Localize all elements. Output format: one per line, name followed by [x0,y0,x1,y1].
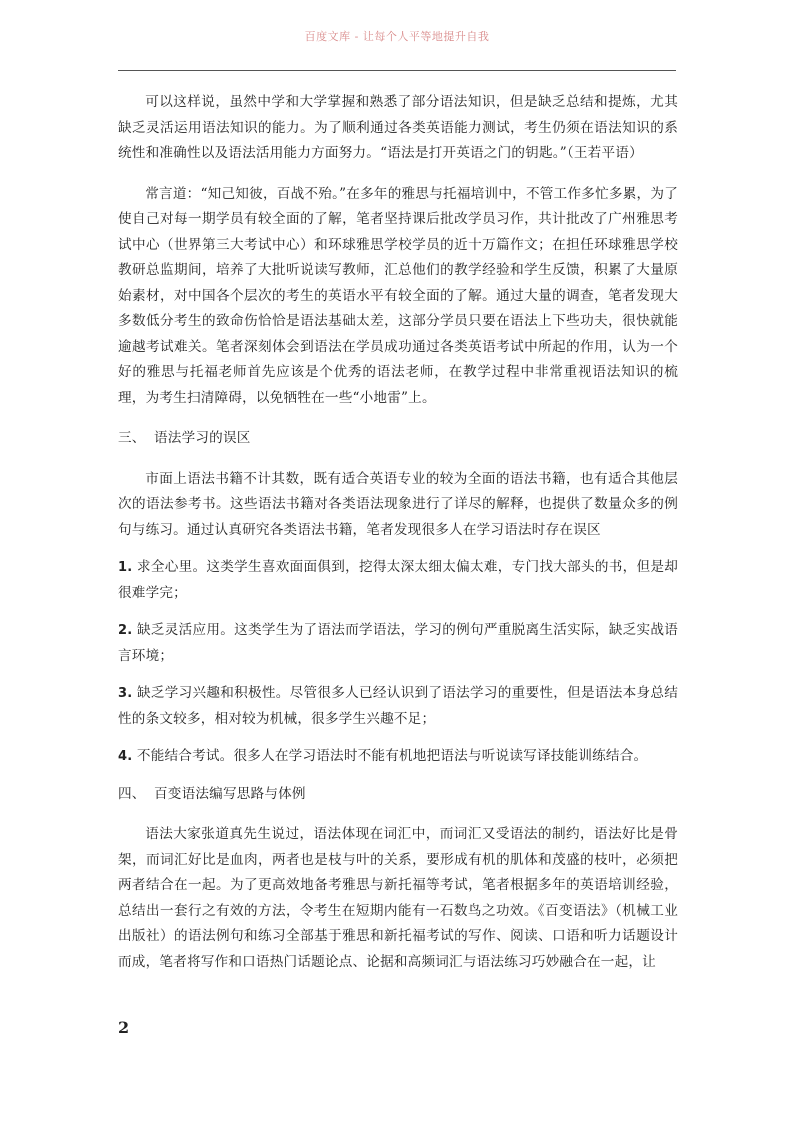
list-item-1 [118,555,678,606]
list-item-text: 求全心里。这类学生喜欢面面俱到，挖得太深太细太偏太难，专门找大部头的书，但是却很难学完； [118,559,678,601]
list-item-number: 4. [118,749,133,764]
list-item-text: 缺乏学习兴趣和积极性。尽管很多人已经认识到了语法学习的重要性，但是语法本身总结性的条文较多，相对较为机械，很多学生兴趣不足； [118,685,678,727]
paragraph-grammar-importance: 可以这样说，虽然中学和大学掌握和熟悉了部分语法知识，但是缺乏总结和提炼，尤其缺乏灵活运用语法知识的能力。为了顺利通过各类英语能力测试，考生仍须在语法知识的系统性和准确性以及语法活用能力方面努力。“语法是打开英语之门的钥匙。”（王若平语） [118,94,678,161]
list-item-4 [118,744,678,770]
list-item-3 [118,681,678,732]
list-item-number: 2. [118,623,133,638]
list-item-text: 缺乏灵活应用。这类学生为了语法而学语法，学习的例句严重脱离生活实际，缺乏实战语言环境； [118,622,678,664]
section-number: 四、 [118,785,146,802]
list-item-number: 3. [118,686,133,701]
document-body [118,90,678,975]
paragraph-author-experience: 常言道：“知己知彼，百战不殆。”在多年的雅思与托福培训中，不管工作多忙多累，为了使自己对每一期学员有较全面的了解，笔者坚持课后批改学员习作，共计批改了广州雅思考试中心（世界第三大考试中心）和环球雅思学校学员的近十万篇作文；在担任环球雅思学校教研总监期间，培养了大批听说读写教师，汇总他们的教学经验和学生反馈，积累了大量原始素材，对中国各个层次的考生的英语水平有较全面的了解。通过大量的调查，笔者发现大多数低分考生的致命伤恰恰是语法基础太差，这部分学员只要在语法上下些功夫，很快就能逾越考试难关。笔者深刻体会到语法在学员成功通过各类英语考试中所起的作用，认为一个好的雅思与托福老师首先应该是个优秀的语法老师，在教学过程中非常重视语法知识的梳理，为考生扫清障碍，以免牺牲在一些“小地雷”上。 [118,185,678,406]
page-number: 2 [118,1018,130,1037]
section-title: 语法学习的误区 [154,430,251,446]
paragraph-writing-approach: 语法大家张道真先生说过，语法体现在词汇中，而词汇又受语法的制约，语法好比是骨架，而词汇好比是血肉，两者也是枝与叶的关系，要形成有机的肌体和茂盛的枝叶，必须把两者结合在一起。为了更高效地备考雅思与新托福等考试，笔者根据多年的英语培训经验，总结出一套行之有效的方法，令考生在短期内能有一石数鸟之功效。《百变语法》（机械工业出版社）的语法例句和练习全部基于雅思和新托福考试的写作、阅读、口语和听力话题设计而成，笔者将写作和口语热门话题论点、论据和高频词汇与语法练习巧妙融合在一起，让 [118,826,678,970]
page-header: 百度文库 - 让每个人平等地提升自我 [304,30,490,43]
paragraph-grammar-books: 市面上语法书籍不计其数，既有适合英语专业的较为全面的语法书籍，也有适合其他层次的语法参考书。这些语法书籍对各类语法现象进行了详尽的解释，也提供了数量众多的例句与练习。通过认真研究各类语法书籍，笔者发现很多人在学习语法时存在误区 [118,470,678,538]
section-title: 百变语法编写思路与体例 [154,785,306,802]
list-item-number: 1. [118,560,133,575]
section-heading-4 [118,782,678,808]
list-item-text: 不能结合考试。很多人在学习语法时不能有机地把语法与听说读写译技能训练结合。 [136,748,648,764]
section-heading-3 [118,426,678,452]
list-item-2 [118,618,678,669]
section-number: 三、 [118,430,146,446]
header-divider [118,70,676,71]
